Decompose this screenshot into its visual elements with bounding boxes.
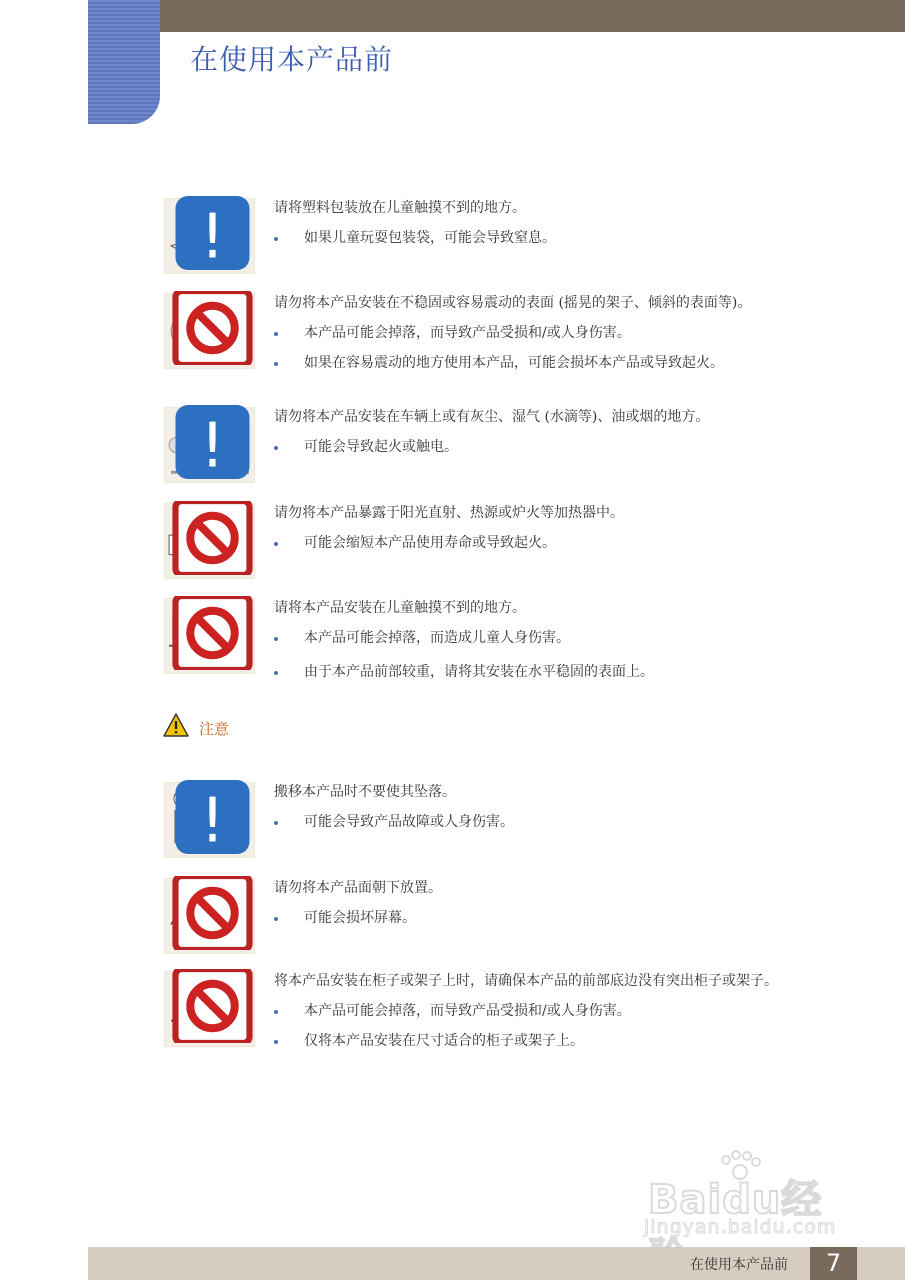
chapter-tab (88, 0, 160, 124)
item-text: 请勿将本产品安装在车辆上或有灰尘、湿气 (水滴等)、油或烟的地方。 (274, 409, 710, 425)
bullet-item: 可能会缩短本产品使用寿命或导致起火。 (274, 533, 794, 554)
child-reach-illustration (164, 598, 255, 674)
caution-triangle-icon (162, 712, 190, 738)
bullet-item: 可能会损坏屏幕。 (274, 908, 794, 929)
plastic-bag-child-illustration (164, 198, 255, 274)
cabinet-edge-illustration (164, 971, 255, 1047)
bullet-item: 本产品可能会掉落，而造成儿童人身伤害。 (274, 628, 794, 649)
watermark-logo: Baidu经 (648, 1177, 823, 1223)
item-text: 请将本产品安装在儿童触摸不到的地方。 (274, 600, 526, 616)
carry-product-illustration (164, 782, 255, 858)
item-text: 请勿将本产品安装在不稳固或容易震动的表面 (摇晃的架子、倾斜的表面等)。 (274, 295, 752, 311)
svg-text:!: ! (200, 200, 225, 270)
item-text: 请勿将本产品暴露于阳光直射、热源或炉火等加热器中。 (274, 505, 624, 521)
heat-sunlight-illustration (164, 503, 255, 579)
item-text: 请勿将本产品面朝下放置。 (274, 880, 442, 896)
prohibit-badge-icon (168, 501, 257, 575)
dust-moisture-illustration (164, 407, 255, 483)
prohibit-badge-icon (168, 876, 257, 950)
unstable-surface-illustration (164, 293, 255, 369)
prohibit-badge-icon (168, 596, 257, 670)
svg-text:!: ! (200, 409, 225, 479)
face-down-illustration (164, 878, 255, 954)
page-title: 在使用本产品前 (190, 43, 394, 76)
prohibit-badge-icon (168, 291, 257, 365)
caution-label: 注意 (199, 720, 230, 738)
bullet-item: 如果在容易震动的地方使用本产品，可能会损坏本产品或导致起火。 (274, 353, 794, 374)
watermark (640, 1150, 850, 1245)
bullet-item: 本产品可能会掉落，而导致产品受损和/或人身伤害。 (274, 323, 794, 344)
warning-badge-icon (168, 780, 257, 854)
footer-section-title: 在使用本产品前 (690, 1257, 788, 1273)
warning-badge-icon (168, 196, 257, 270)
header-bar (158, 0, 905, 32)
item-text: 搬移本产品时不要使其坠落。 (274, 784, 456, 800)
svg-text:!: ! (200, 784, 225, 854)
item-text: 请将塑料包装放在儿童触摸不到的地方。 (274, 200, 526, 216)
warning-badge-icon (168, 405, 257, 479)
bullet-item: 可能会导致起火或触电。 (274, 437, 794, 458)
bullet-item: 仅将本产品安装在尺寸适合的柜子或架子上。 (274, 1031, 794, 1052)
watermark-url: jingyan.baidu.com (644, 1216, 837, 1238)
bullet-item: 可能会导致产品故障或人身伤害。 (274, 812, 794, 833)
bullet-item: 如果儿童玩耍包装袋，可能会导致窒息。 (274, 228, 794, 249)
bullet-item: 本产品可能会掉落，而导致产品受损和/或人身伤害。 (274, 1001, 794, 1022)
bullet-item: 由于本产品前部较重，请将其安装在水平稳固的表面上。 (274, 662, 794, 683)
page-number: 7 (810, 1247, 857, 1280)
item-text: 将本产品安装在柜子或架子上时，请确保本产品的前部底边没有突出柜子或架子。 (274, 973, 778, 989)
prohibit-badge-icon (168, 969, 257, 1043)
